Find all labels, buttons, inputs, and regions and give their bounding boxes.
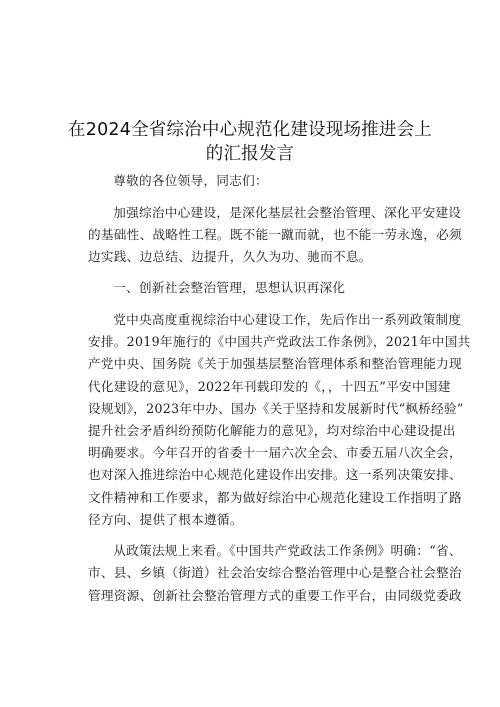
paragraph-2 [88, 309, 471, 531]
paragraph-1 [88, 202, 462, 269]
text-line: 加强综治中心建设，是深化基层社会整治管理、深化平安建设 [113, 204, 462, 220]
text-line: 提升社会矛盾纠纷预防化解能力的意见》，均对综治中心建设提出 [88, 422, 456, 438]
section-heading-1 [88, 277, 430, 299]
text-line: 的基础性、战略性工程。既不能一蹴而就，也不能一劳永逸，必须 [88, 226, 462, 242]
text-line: 明确要求。今年召开的省委十一届六次全会、市委五届八次全会， [88, 445, 462, 461]
text-line: 市、县、乡镇（街道）社会治安综合整治管理中心是整合社会整治 [88, 565, 462, 581]
greeting-line: 尊敬的各位领导，同志们： [113, 173, 268, 188]
greeting [88, 170, 430, 192]
text-line: 管理资源、创新社会整治管理方式的重要工作平台，由同级党委政 [88, 587, 462, 603]
text-line: 设规划》，2023年中办、国办《关于坚持和发展新时代“枫桥经验” [88, 400, 464, 416]
title-line-2: 的汇报发言 [205, 144, 295, 164]
section-heading-text: 一、创新社会整治管理，思想认识再深化 [113, 280, 346, 296]
title-line-1: 在2024全省综治中心规范化建设现场推进会上 [68, 120, 432, 140]
document-title [60, 118, 440, 166]
text-line: 也对深入推进综治中心规范化建设作出安排。这一系列决策安排、 [88, 467, 462, 483]
text-line: 安排。2019年施行的《中国共产党政法工作条例》，2021年中国共 [88, 334, 471, 350]
text-line: 产党中央、国务院《关于加强基层整治管理体系和整治管理能力现 [88, 356, 462, 372]
text-line: 党中央高度重视综治中心建设工作，先后作出一系列政策制度 [113, 311, 462, 327]
text-line: 代化建设的意见》，2022年刊载印发的《，，十四五”平安中国建 [88, 378, 451, 394]
text-line: 边实践、边总结、边提升，久久为功、驰而不息。 [88, 248, 372, 264]
text-line: 文件精神和工作要求，都为做好综治中心规范化建设工作指明了路 [88, 489, 462, 505]
document-body [88, 170, 471, 616]
paragraph-3 [88, 540, 462, 607]
text-line: 径方向、提供了根本遵循。 [88, 511, 243, 527]
text-line: 从政策法规上来看。《中国共产党政法工作条例》明确：“省、 [113, 543, 462, 559]
